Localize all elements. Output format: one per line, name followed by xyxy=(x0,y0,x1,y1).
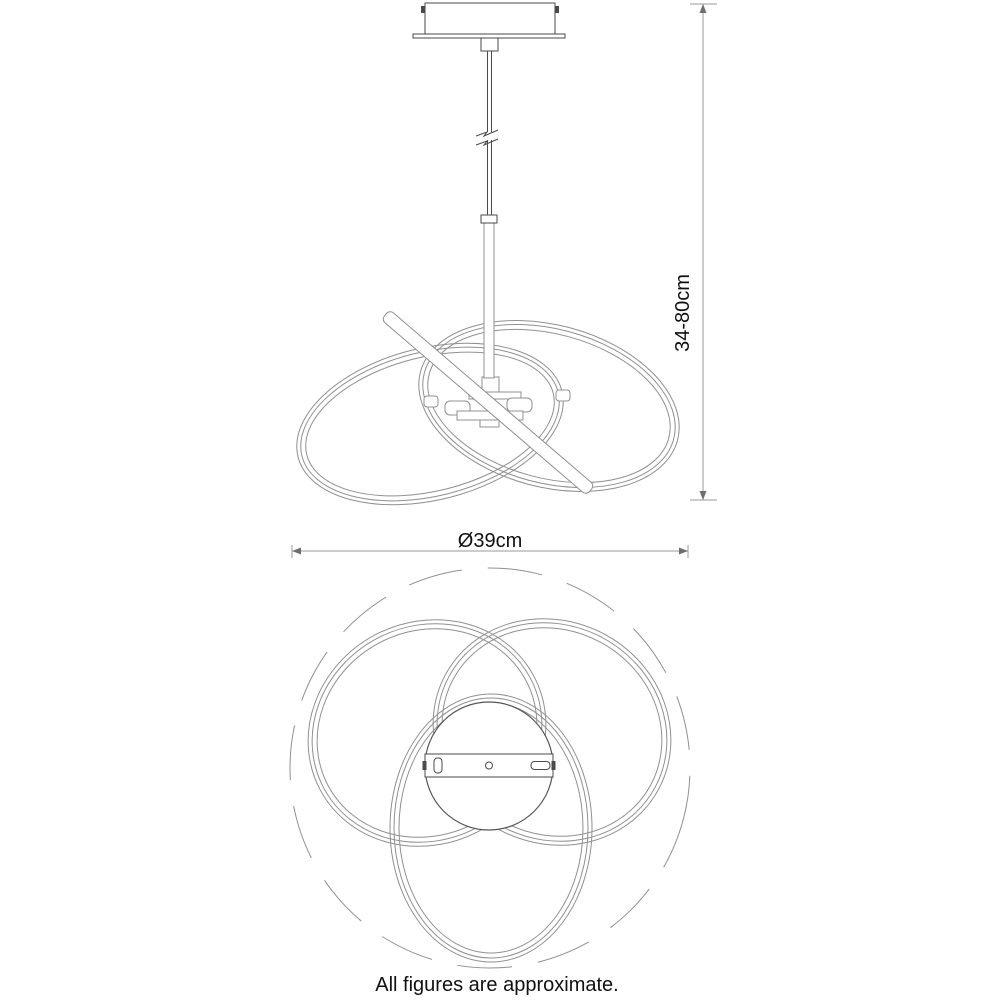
ring-clamp-far-left xyxy=(424,396,438,407)
ceiling-plate xyxy=(413,34,565,38)
hub-top-block xyxy=(482,377,499,392)
rod-body xyxy=(484,222,494,378)
hub-bottom-tab xyxy=(480,420,499,427)
rod-collar xyxy=(481,215,497,223)
pendant-side-elevation xyxy=(280,3,699,531)
suspension-cable xyxy=(476,51,498,215)
fixture-top-view xyxy=(248,526,733,1000)
cable-upper-segment xyxy=(488,51,492,132)
height-dimension-label: 34-80cm xyxy=(672,274,694,352)
bar-end-clip-left xyxy=(423,761,427,770)
ceiling-canopy xyxy=(413,3,565,51)
diameter-dimension-label: Ø39cm xyxy=(457,530,523,552)
ring-clamp-far-right xyxy=(556,390,570,401)
arrow-down-icon xyxy=(700,491,707,500)
strain-relief xyxy=(481,38,498,51)
diameter-dimension xyxy=(292,530,688,558)
canopy-box xyxy=(425,3,555,34)
arrow-right-icon xyxy=(679,548,688,555)
bar-end-clip-right xyxy=(552,761,556,770)
arrow-up-icon xyxy=(700,4,707,13)
arrow-left-icon xyxy=(292,548,301,555)
hub-clamp-right xyxy=(507,398,532,412)
canopy-screw-right xyxy=(555,6,559,13)
canopy-screw-left xyxy=(421,6,425,13)
cable-lower-segment xyxy=(488,140,492,215)
mounting-bar xyxy=(425,754,553,777)
caption-text: All figures are approximate. xyxy=(375,974,619,996)
side-view-ring-right xyxy=(400,293,699,518)
